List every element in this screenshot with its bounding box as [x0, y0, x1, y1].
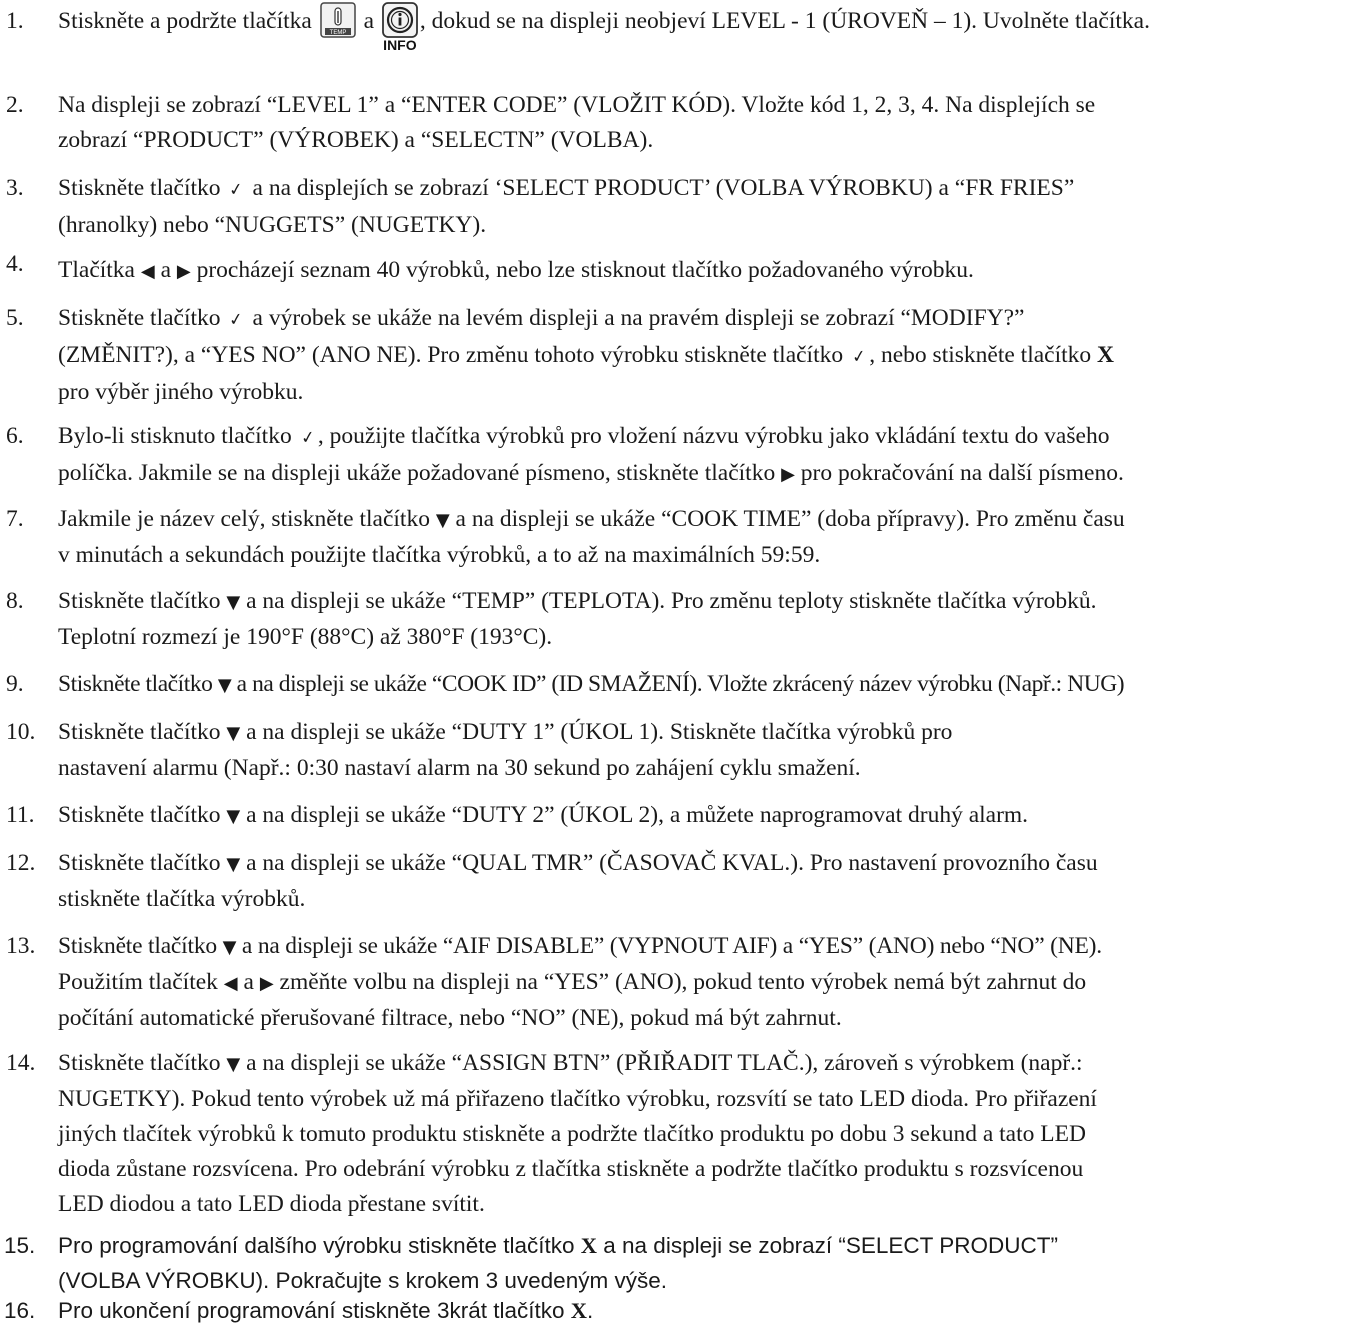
x-button-symbol: X [570, 1298, 588, 1323]
check-icon: ✓ [227, 179, 245, 201]
step-11: 11. Stiskněte tlačítko ▼ a na displeji se ukáže “DUTY 2” (ÚKOL 2), a můžete naprogramovat druhý alarm. [0, 798, 1342, 834]
step-number: 14. [6, 1050, 36, 1076]
step-number: 11. [6, 802, 35, 828]
check-icon: ✓ [299, 427, 317, 449]
step-number: 7. [6, 506, 24, 532]
step-number: 15. [4, 1233, 36, 1258]
step-5: 5. Stiskněte tlačítko ✓ a výrobek se ukáže na levém displeji a na pravém displeji se zobrazí “MODIFY?” (ZMĚNIT?), a “YES NO” (ANO NE). Pro změnu tohoto výrobku stiskněte tlačítko ✓, nebo stiskněte tlačítko X pro výběr jiného výrobku. [0, 301, 1342, 410]
info-icon-label: INFO [383, 37, 417, 53]
step-number: 13. [6, 933, 36, 959]
step-number: 5. [6, 305, 24, 331]
right-arrow-icon: ▶ [781, 464, 795, 485]
step-text: , dokud se na displeji neobjeví LEVEL - 1 (ÚROVEŇ – 1). Uvolněte tlačítka. [419, 8, 1150, 34]
down-arrow-icon: ▼ [217, 675, 232, 696]
step-8: 8. Stiskněte tlačítko ▼ a na displeji se ukáže “TEMP” (TEPLOTA). Pro změnu teploty stiskněte tlačítka výrobků. Teplotní rozmezí je 190°F (88°C) až 380°F (193°C). [0, 584, 1342, 655]
step-number: 16. [4, 1298, 36, 1323]
step-number: 12. [6, 850, 36, 876]
step-text: a [357, 8, 380, 34]
down-arrow-icon: ▼ [226, 592, 241, 613]
step-13: 13. Stiskněte tlačítko ▼ a na displeji se ukáže “AIF DISABLE” (VYPNOUT AIF) a “YES” (ANO) nebo “NO” (NE). Použitím tlačítek ◀ a ▶ změňte volbu na displeji na “YES” (ANO), pokud tento výrobek nemá být zahrnut do počítání automatické přerušované filtrace, nebo “NO” (NE), pokud má být zahrnut. [0, 929, 1342, 1036]
down-arrow-icon: ▼ [226, 723, 241, 744]
down-arrow-icon: ▼ [226, 1054, 241, 1075]
x-button-symbol: X [580, 1233, 598, 1258]
step-9: 9. Stiskněte tlačítko ▼ a na displeji se ukáže “COOK ID” (ID SMAŽENÍ). Vložte zkrácený název výrobku (Např.: NUG) [0, 667, 1342, 703]
info-button-icon [380, 4, 420, 53]
step-16: 16. Pro ukončení programování stiskněte 3krát tlačítko X. [0, 1293, 1342, 1328]
step-12: 12. Stiskněte tlačítko ▼ a na displeji se ukáže “QUAL TMR” (ČASOVAČ KVAL.). Pro nastavení provozního času stiskněte tlačítka výrobků. [0, 846, 1342, 917]
step-10: 10. Stiskněte tlačítko ▼ a na displeji se ukáže “DUTY 1” (ÚKOL 1). Stiskněte tlačítka výrobků pro nastavení alarmu (Např.: 0:30 nastaví alarm na 30 sekund po zahájení cyklu smažení. [0, 715, 1342, 786]
step-number: 3. [6, 175, 24, 201]
left-arrow-icon: ◀ [140, 261, 155, 282]
step-number: 6. [6, 423, 24, 449]
step-text: Na displeji se zobrazí “LEVEL 1” a “ENTER CODE” (VLOŽIT KÓD). Vložte kód 1, 2, 3, 4. Na displejích se [58, 92, 1096, 118]
right-arrow-icon: ▶ [176, 261, 191, 282]
left-arrow-icon: ◀ [223, 973, 238, 994]
check-icon: ✓ [850, 346, 868, 368]
temp-button-icon [318, 4, 358, 41]
check-icon: ✓ [227, 309, 245, 331]
down-arrow-icon: ▼ [226, 806, 241, 827]
step-text: Stiskněte a podržte tlačítka [58, 8, 318, 34]
step-4: 4. Tlačítka ◀ a ▶ procházejí seznam 40 výrobků, nebo lze stisknout tlačítko požadovaného výrobku. [0, 253, 1342, 289]
step-14: 14. Stiskněte tlačítko ▼ a na displeji se ukáže “ASSIGN BTN” (PŘIŘADIT TLAČ.), zároveň s výrobkem (např.: NUGETKY). Pokud tento výrobek už má přiřazeno tlačítko výrobku, rozsvítí se tato LED dioda. Pro přiřazení jiných tlačítek výrobků k tomuto produktu stiskněte a podržte tlačítko produktu po dobu 3 sekund a tato LED dioda zůstane rozsvícena. Pro odebrání výrobku z tlačítka stiskněte a podržte tlačítko produktu s rozsvícenou LED diodou a tato LED dioda přestane svítit. [0, 1046, 1342, 1222]
step-6: 6. Bylo-li stisknuto tlačítko ✓, použijte tlačítka výrobků pro vložení názvu výrobku jako vkládání textu do vašeho políčka. Jakmile se na displeji ukáže požadované písmeno, stiskněte tlačítko ▶ pro pokračování na další písmeno. [0, 419, 1342, 492]
temp-icon-label: TEMP [329, 29, 347, 36]
step-2 [0, 88, 1342, 158]
x-button-symbol: X [1097, 342, 1115, 368]
step-1 [0, 4, 1342, 53]
step-number: 1. [6, 8, 24, 34]
down-arrow-icon: ▼ [435, 510, 450, 531]
step-number: 8. [6, 588, 24, 614]
down-arrow-icon: ▼ [226, 854, 241, 875]
step-7: 7. Jakmile je název celý, stiskněte tlačítko ▼ a na displeji se ukáže “COOK TIME” (doba přípravy). Pro změnu času v minutách a sekundách použijte tlačítka výrobků, a to až na maximálních 59:59. [0, 502, 1342, 573]
down-arrow-icon: ▼ [222, 937, 237, 958]
step-number: 9. [6, 671, 24, 697]
step-3: 3. Stiskněte tlačítko ✓ a na displejích se zobrazí ‘SELECT PRODUCT’ (VOLBA VÝROBKU) a “FR FRIES” (hranolky) nebo “NUGGETS” (NUGETKY). [0, 171, 1342, 243]
step-15: 15. Pro programování dalšího výrobku stiskněte tlačítko X a na displeji se zobrazí “SELECT PRODUCT” (VOLBA VÝROBKU). Pokračujte s krokem 3 uvedeným výše. [0, 1228, 1342, 1298]
step-text: zobrazí “PRODUCT” (VÝROBEK) a “SELECTN” (VOLBA). [58, 127, 654, 153]
right-arrow-icon: ▶ [259, 973, 274, 994]
step-number: 2. [6, 92, 24, 118]
step-number: 10. [6, 719, 36, 745]
step-number: 4. [6, 251, 24, 277]
